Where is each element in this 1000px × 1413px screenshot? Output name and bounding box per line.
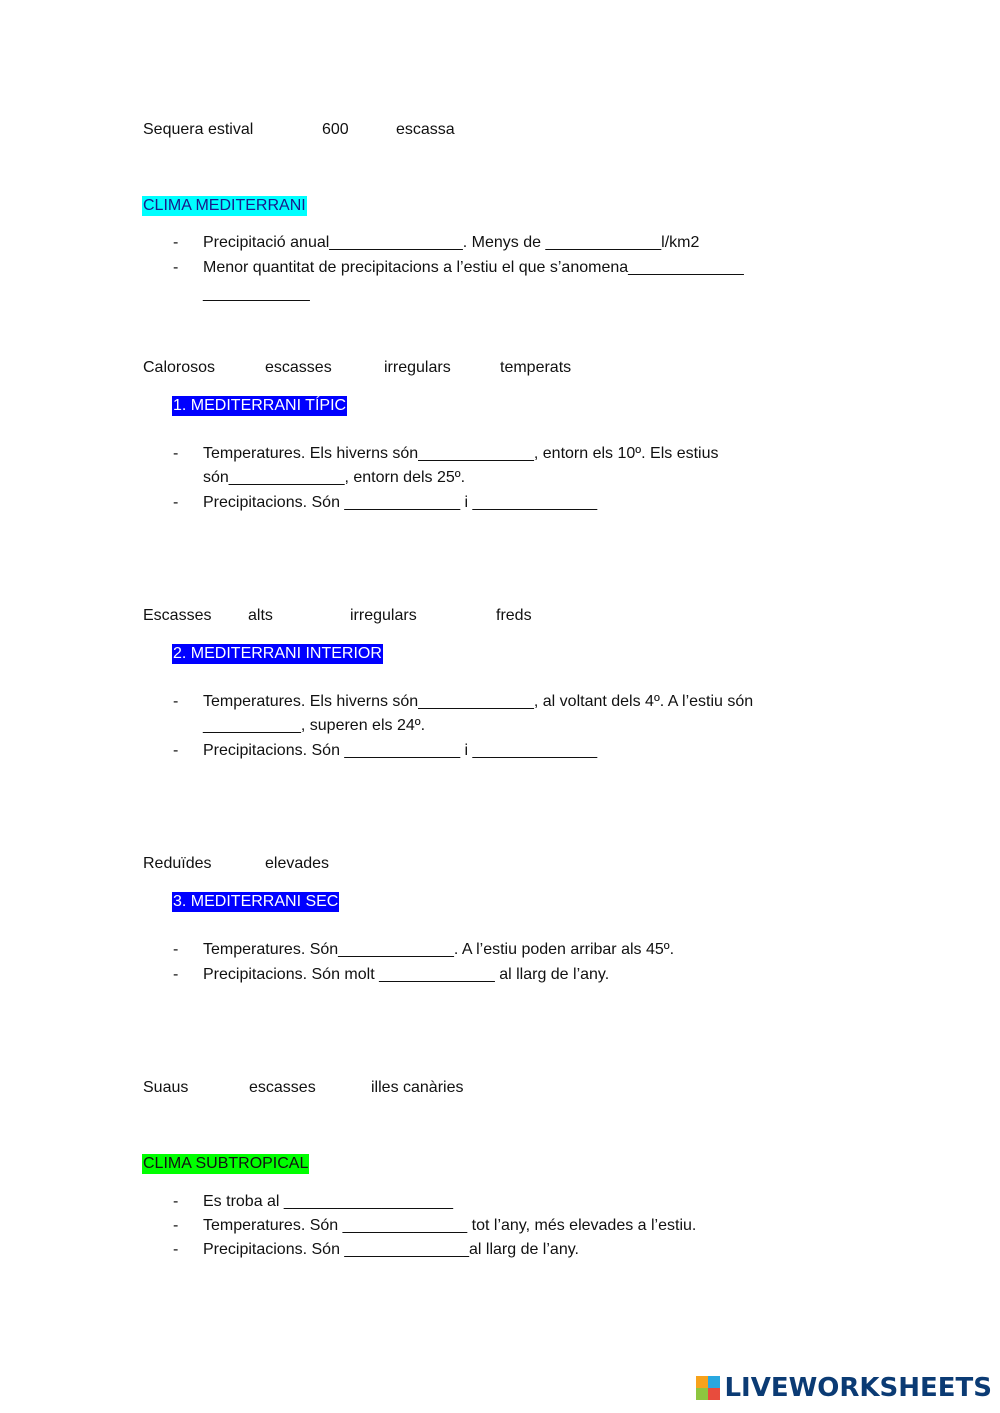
- word-bank-word: illes canàries: [371, 1079, 464, 1096]
- section-heading-mediterrani-interior: 2. MEDITERRANI INTERIOR: [173, 645, 382, 662]
- bullet-dash: -: [173, 259, 179, 276]
- bullet-dash: -: [173, 1241, 179, 1258]
- section-heading-clima-subtropical: CLIMA SUBTROPICAL: [143, 1155, 309, 1172]
- exercise-line: Temperatures. Els hiverns són_____________, entorn els 10º. Els estius: [203, 445, 719, 462]
- exercise-line: Precipitacions. Són molt _____________ al llarg de l’any.: [203, 966, 610, 983]
- bullet-dash: -: [173, 234, 179, 251]
- bullet-dash: -: [173, 966, 179, 983]
- exercise-line: Es troba al ___________________: [203, 1193, 453, 1210]
- word-bank-word: Suaus: [143, 1079, 189, 1096]
- exercise-line: Temperatures. Són ______________ tot l’any, més elevades a l’estiu.: [203, 1217, 697, 1234]
- word-bank-word: escassa: [396, 121, 455, 138]
- word-bank-word: Sequera estival: [143, 121, 254, 138]
- word-bank-word: 600: [322, 121, 349, 138]
- exercise-line: Menor quantitat de precipitacions a l’estiu el que s’anomena_____________: [203, 259, 744, 276]
- word-bank-word: Escasses: [143, 607, 212, 624]
- word-bank-word: escasses: [249, 1079, 316, 1096]
- exercise-line: Precipitacions. Són ______________al llarg de l’any.: [203, 1241, 579, 1258]
- exercise-line: Temperatures. Els hiverns són_____________, al voltant dels 4º. A l’estiu són: [203, 693, 754, 710]
- word-bank-word: irregulars: [384, 359, 451, 376]
- liveworksheets-logo: [696, 1373, 992, 1403]
- bullet-dash: -: [173, 693, 179, 710]
- bullet-dash: -: [173, 1217, 179, 1234]
- word-bank-word: alts: [248, 607, 273, 624]
- bullet-dash: -: [173, 494, 179, 511]
- exercise-line: Temperatures. Són_____________. A l’estiu poden arribar als 45º.: [203, 941, 675, 958]
- section-heading-clima-mediterrani: CLIMA MEDITERRANI: [143, 197, 306, 214]
- word-bank-word: elevades: [265, 855, 330, 872]
- section-heading-mediterrani-sec: 3. MEDITERRANI SEC: [173, 893, 339, 910]
- exercise-line: són_____________, entorn dels 25º.: [203, 469, 466, 486]
- bullet-dash: -: [173, 445, 179, 462]
- bullet-dash: -: [173, 941, 179, 958]
- word-bank-word: Calorosos: [143, 359, 216, 376]
- word-bank-word: temperats: [500, 359, 572, 376]
- exercise-line: Precipitació anual_______________. Menys de _____________l/km2: [203, 234, 700, 251]
- logo-text: LIVEWORKSHEETS: [724, 1373, 992, 1403]
- word-bank-word: irregulars: [350, 607, 417, 624]
- exercise-line: ____________: [203, 285, 310, 302]
- exercise-line: Precipitacions. Són _____________ i ______________: [203, 494, 598, 511]
- exercise-line: ___________, superen els 24º.: [203, 717, 426, 734]
- word-bank-word: Reduïdes: [143, 855, 212, 872]
- word-bank-word: freds: [496, 607, 532, 624]
- exercise-line: Precipitacions. Són _____________ i ______________: [203, 742, 598, 759]
- section-heading-mediterrani-tipic: 1. MEDITERRANI TÍPIC: [173, 397, 347, 414]
- liveworksheets-logo-icon: [696, 1376, 720, 1400]
- bullet-dash: -: [173, 1193, 179, 1210]
- word-bank-word: escasses: [265, 359, 332, 376]
- bullet-dash: -: [173, 742, 179, 759]
